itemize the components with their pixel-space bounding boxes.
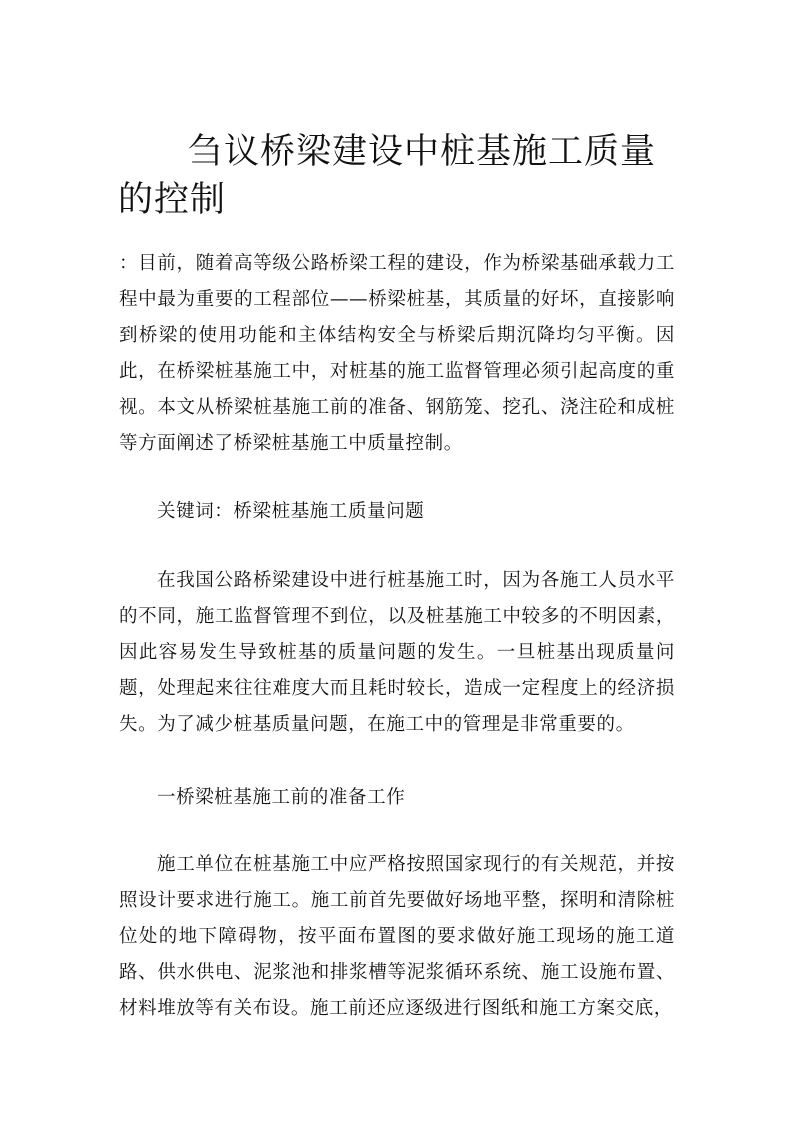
abstract-paragraph: ：目前，随着高等级公路桥梁工程的建设，作为桥梁基础承载力工程中最为重要的工程部位——桥梁桩基，其质量的好坏，直接影响到桥梁的使用功能和主体结构安全与桥梁后期沉降均匀平衡。因此，在桥梁桩基施工中，对桩基的施工监督管理必须引起高度的重视。本文从桥梁桩基施工前的准备、钢筋笼、挖孔、浇注砼和成桩等方面阐述了桥梁桩基施工中质量控制。 <box>119 253 675 454</box>
keywords-line: 关键词：桥梁桩基施工质量问题 <box>157 501 425 522</box>
section-heading-1: 一桥梁桩基施工前的准备工作 <box>157 787 406 808</box>
document-title: 刍议桥梁建设中桩基施工质量的控制 <box>118 132 657 220</box>
section-1-paragraph: 施工单位在桩基施工中应严格按照国家现行的有关规范，并按照设计要求进行施工。施工前首先要做好场地平整，探明和清除桩位处的地下障碍物，按平面布置图的要求做好施工现场的施工道路、供水供电、泥浆池和排浆槽等泥浆循环系统、施工设施布置、材料堆放等有关布设。施工前还应逐级进行图纸和施工方案交底， <box>119 854 675 1019</box>
intro-paragraph: 在我国公路桥梁建设中进行桩基施工时，因为各施工人员水平的不同，施工监督管理不到位，以及桩基施工中较多的不明因素，因此容易发生导致桩基的质量问题的发生。一旦桩基出现质量问题，处理起来往往难度大而且耗时较长，造成一定程度上的经济损失。为了减少桩基质量问题，在施工中的管理是非常重要的。 <box>119 570 675 735</box>
